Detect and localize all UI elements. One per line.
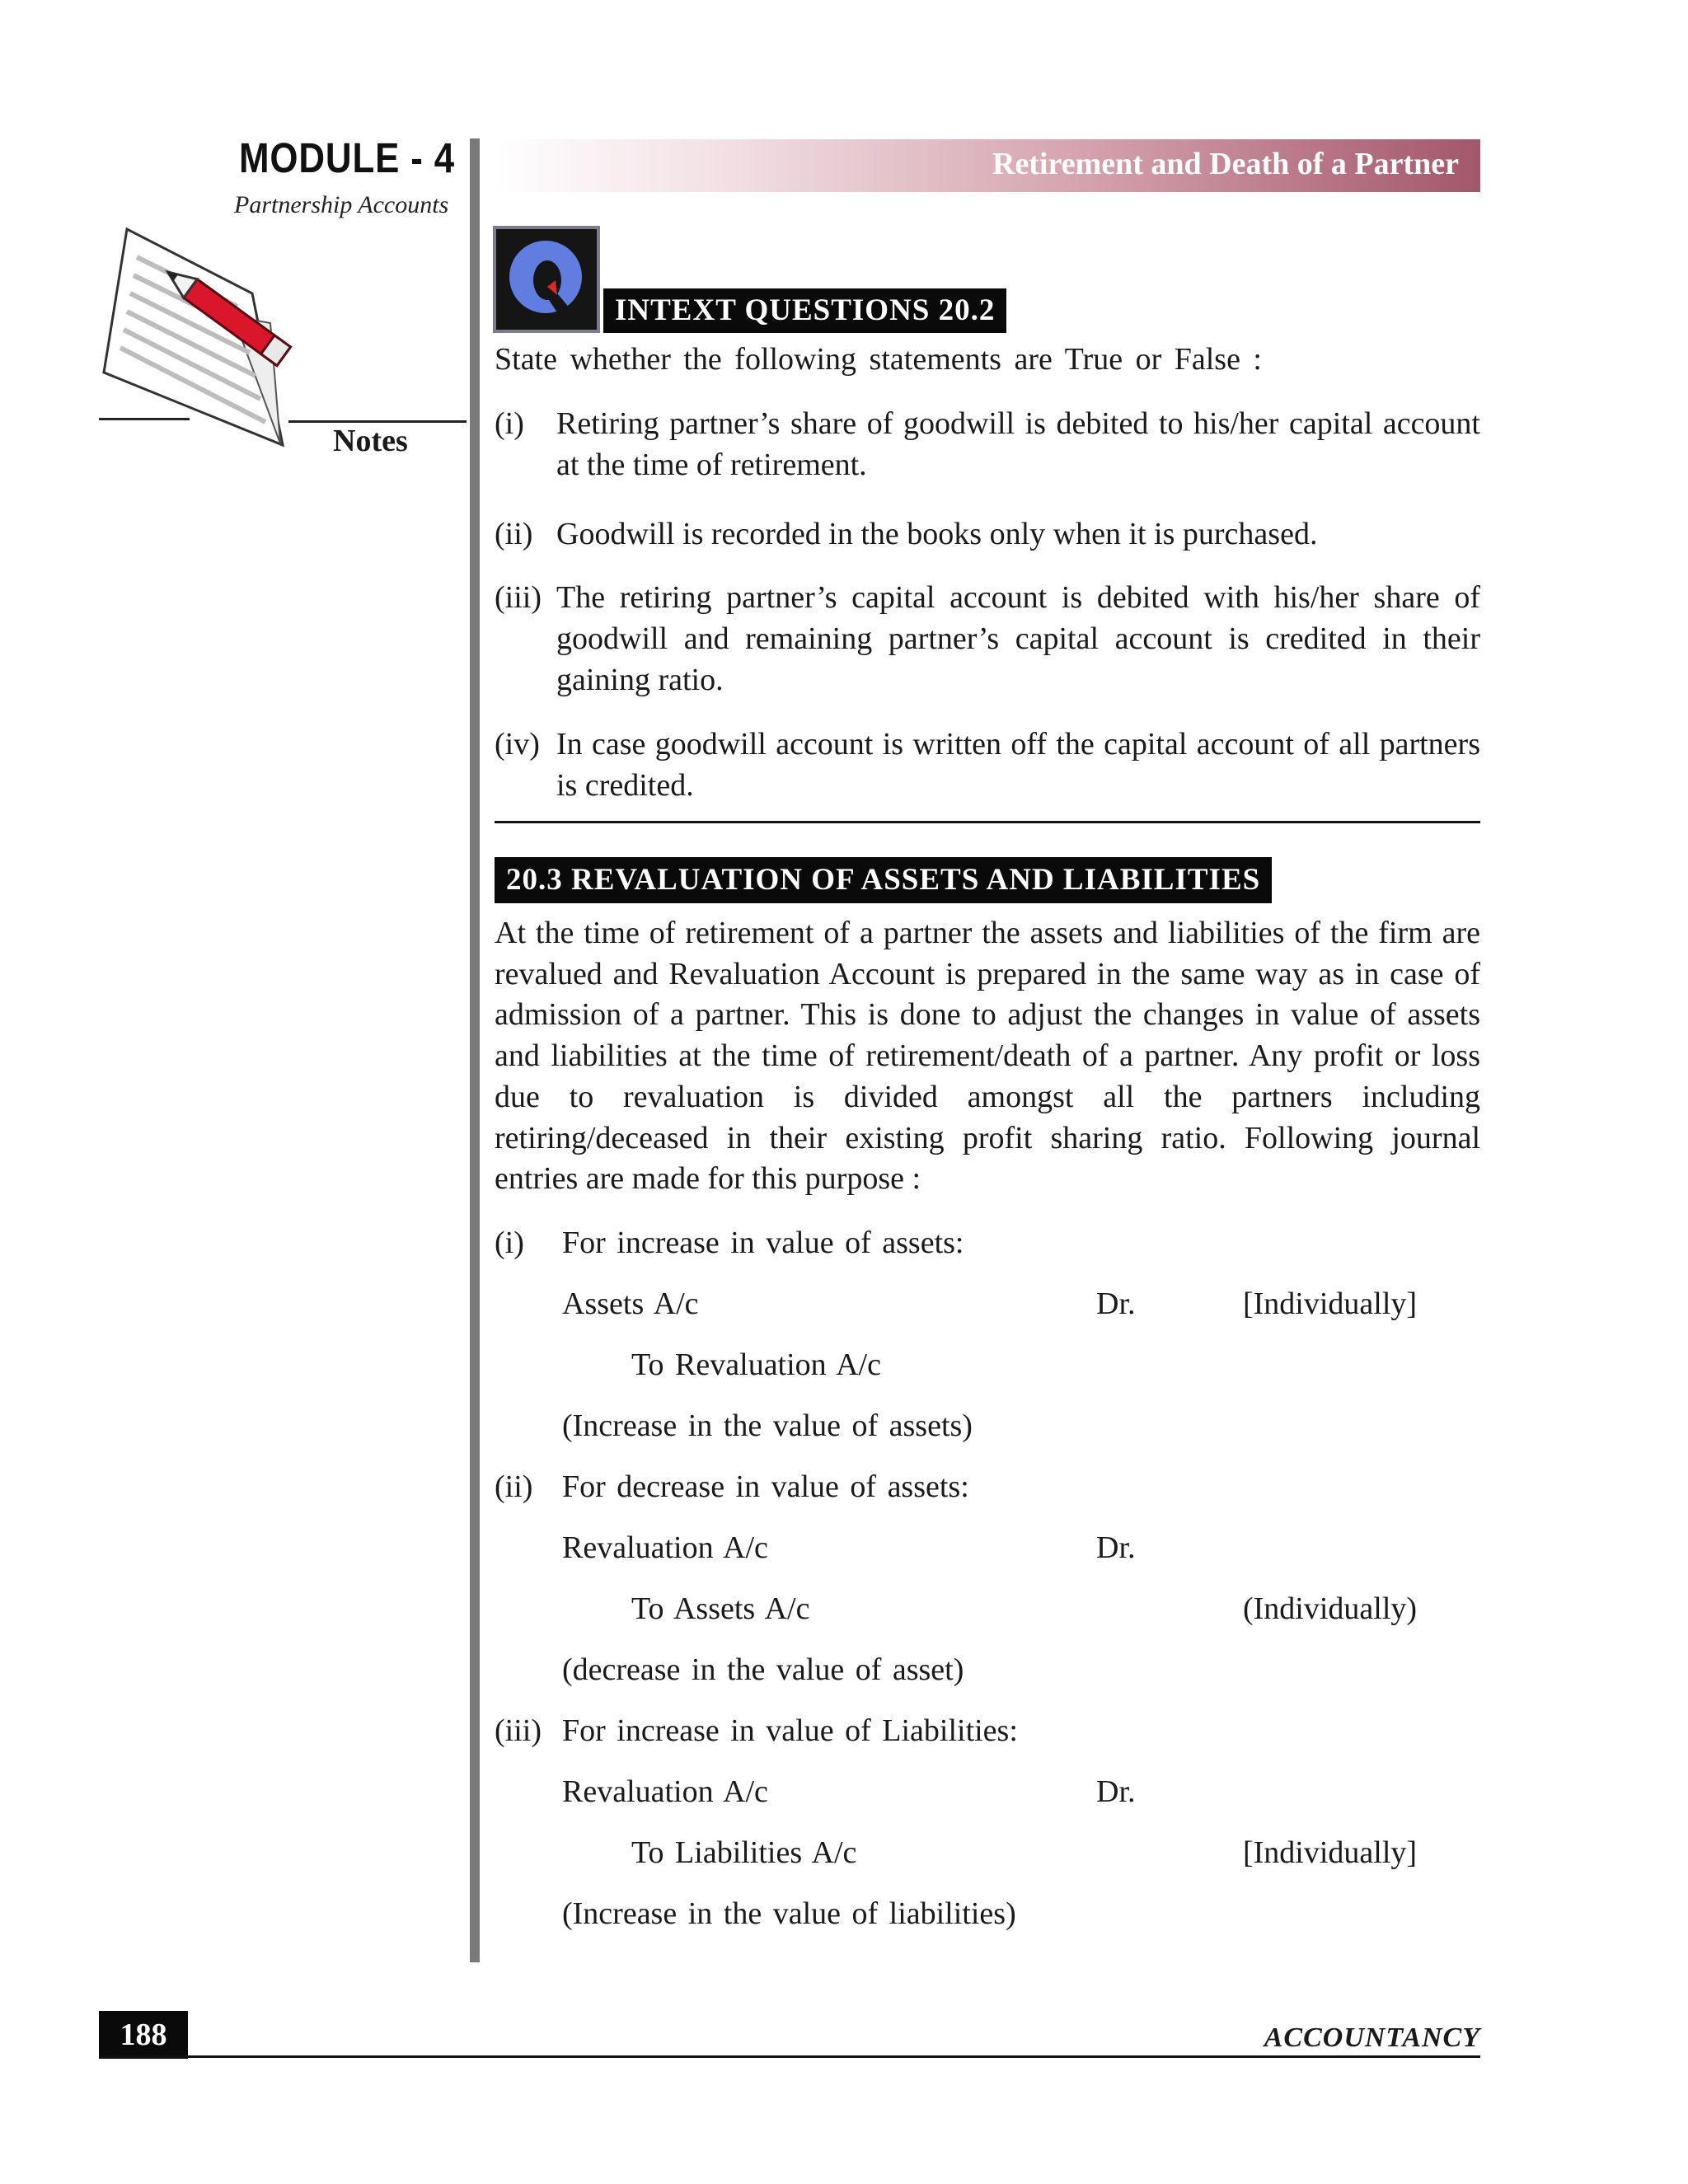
notes-rule-left — [99, 418, 190, 420]
question-icon — [493, 226, 600, 333]
entry-debit-account: Revaluation A/c — [562, 1530, 768, 1565]
entry-narration: (Increase in the value of liabilities) — [562, 1896, 1016, 1931]
entry-dr-label: Dr. — [1096, 1530, 1136, 1565]
entry-title: For increase in value of Liabilities: — [562, 1713, 1018, 1748]
entry-debit-account: Assets A/c — [562, 1286, 699, 1321]
entry-number: (ii) — [495, 1469, 533, 1504]
question-text: The retiring partner’s capital account is debited with his/her share of goodwill and remaining partner’s capital account is credited in their gaining ratio. — [556, 580, 1480, 697]
entry-narration: (decrease in the value of asset) — [562, 1652, 964, 1687]
entry-credit-note: (Individually) — [1243, 1591, 1418, 1626]
entry-number: (iii) — [495, 1713, 542, 1748]
entry-dr-label: Dr. — [1096, 1774, 1136, 1809]
entry-title: For decrease in value of assets: — [562, 1469, 969, 1504]
question-item — [495, 513, 1480, 555]
question-text: Goodwill is recorded in the books only when it is purchased. — [556, 517, 1318, 551]
entry-credit-note: [Individually] — [1243, 1835, 1418, 1870]
entry-credit-account: To Liabilities A/c — [631, 1835, 857, 1870]
intext-prompt: State whether the following statements are True or False : — [495, 342, 1262, 377]
question-number: (iii) — [495, 580, 542, 615]
entry-narration: (Increase in the value of assets) — [562, 1408, 973, 1443]
question-number: (iv) — [495, 727, 540, 762]
entry-number: (i) — [495, 1226, 524, 1260]
margin-divider — [470, 138, 480, 1962]
question-item — [495, 577, 1480, 701]
section-paragraph: At the time of retirement of a partner the assets and liabilities of the firm are revalued and Revaluation Account is prepared in the same way as in case of admission of a partner. This is done to adjust the changes in value of assets and liabilities at the time of retirement/death of a partner. Any profit or loss due to revaluation is divided amongst all the partners including retiring/deceased in their existing profit sharing ratio. Following journal entries are made for this purpose : — [495, 916, 1480, 1197]
footer-subject: ACCOUNTANCY — [1264, 2022, 1480, 2053]
entry-title: For increase in value of assets: — [562, 1226, 964, 1260]
chapter-banner — [495, 139, 1480, 192]
question-text: Retiring partner’s share of goodwill is debited to his/her capital account at the time of retirement. — [556, 406, 1480, 482]
question-number: (ii) — [495, 517, 533, 551]
entry-dr-label: Dr. — [1096, 1286, 1136, 1321]
module-subtitle: Partnership Accounts — [234, 191, 449, 218]
section-heading: 20.3 REVALUATION OF ASSETS AND LIABILITIES — [495, 857, 1272, 903]
chapter-title: Retirement and Death of a Partner — [992, 147, 1459, 181]
question-item — [495, 724, 1480, 806]
question-item — [495, 403, 1480, 485]
entry-debit-account: Revaluation A/c — [562, 1774, 768, 1809]
notes-label: Notes — [333, 424, 408, 458]
question-number: (i) — [495, 406, 524, 441]
notes-pencil-icon — [97, 224, 320, 463]
intext-heading: INTEXT QUESTIONS 20.2 — [603, 288, 1006, 333]
module-title: MODULE - 4 — [239, 134, 456, 181]
entry-credit-account: To Revaluation A/c — [631, 1347, 881, 1382]
entry-debit-note: [Individually] — [1243, 1286, 1418, 1321]
footer-rule — [99, 2055, 1480, 2058]
question-text: In case goodwill account is written off the capital account of all partners is credited. — [556, 727, 1480, 803]
page-number: 188 — [99, 2011, 188, 2059]
entry-credit-account: To Assets A/c — [631, 1591, 810, 1626]
section-divider — [495, 821, 1480, 823]
